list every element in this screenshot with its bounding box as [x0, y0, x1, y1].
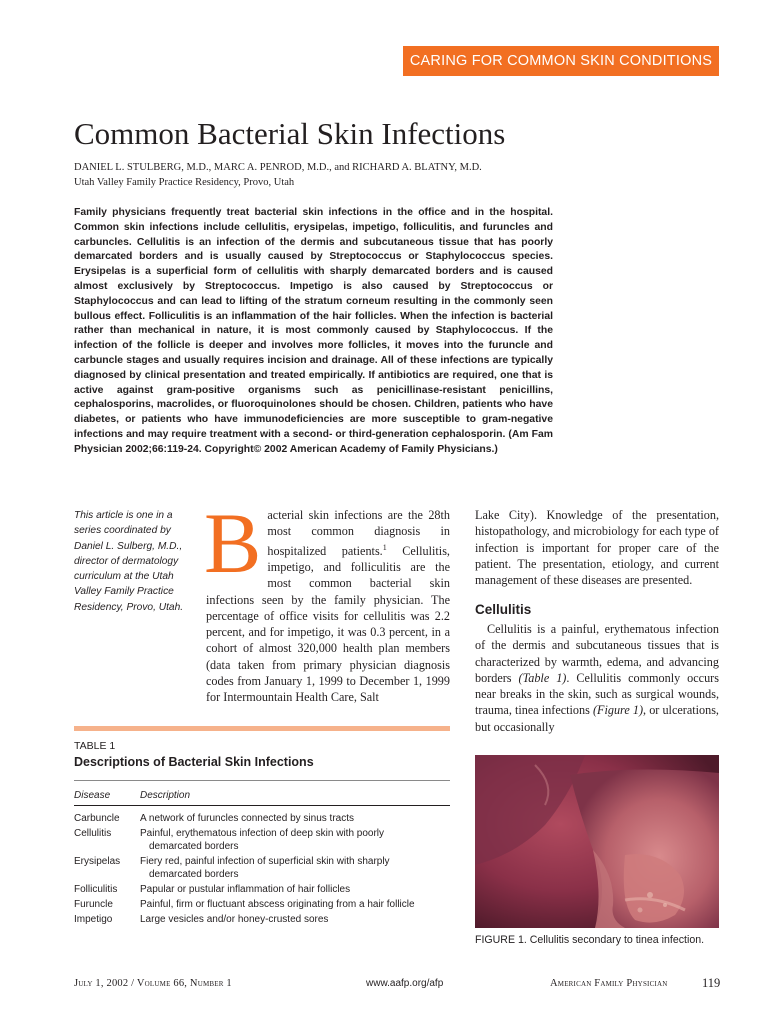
page-number: 119: [702, 976, 721, 990]
section-banner: CARING FOR COMMON SKIN CONDITIONS: [403, 46, 719, 76]
table-cell-description: [140, 812, 450, 825]
cellulitis-text-c: , or ulcerations, but occasionally: [475, 703, 719, 734]
footer-journal: American Family Physician: [550, 978, 668, 989]
table-cell-disease: Furuncle: [74, 899, 113, 910]
intro-continuation: Lake City). Knowledge of the presentation, histopathology, and microbiology for each type of infection is important for proper care of the patient. The presentation, etiology, and current management of these diseases are presented.: [475, 508, 719, 588]
figure-caption: FIGURE 1. Cellulitis secondary to tinea infection.: [475, 934, 705, 946]
table-top-rule: [74, 780, 450, 781]
table-cell-description: [140, 855, 450, 881]
table-number: TABLE 1: [74, 740, 116, 752]
drop-cap: B: [204, 495, 262, 591]
description-line: Painful, firm or fluctuant abscess originating from a hair follicle: [140, 899, 415, 910]
description-line: Large vesicles and/or honey-crusted sores: [140, 914, 329, 925]
table-cell-description: [140, 898, 450, 911]
article-title: Common Bacterial Skin Infections: [74, 116, 506, 151]
clinical-photo-illustration: [475, 755, 719, 928]
cellulitis-text-b: . Cellulitis commonly occurs near breaks in the skin, such as surgical wounds, trauma, tinea infections: [475, 670, 719, 718]
series-sidenote: This article is one in a series coordinated by Daniel L. Sulberg, M.D., director of dermatology curriculum at the Utah Valley Family Practice Residency, Provo, Utah.: [74, 510, 184, 613]
intro-text-b: Cellulitis, impetigo, and folliculitis are the most common bacterial skin infections seen by the family physician. The percentage of office visits for cellulitis was 2.2 percent, and for impetigo, it was 0.3 percent, in a cohort of almost 320,000 health plan members (data taken from primary physician diagnosis codes from January 1, 1999 to December 1, 1999 for Intermountain Health Care, Salt: [206, 543, 450, 705]
table-accent-bar: [74, 726, 450, 731]
description-line: demarcated borders: [149, 869, 239, 880]
cellulitis-photo: [475, 755, 719, 928]
table-cell-disease: Impetigo: [74, 914, 113, 925]
intro-text-a: acterial skin infections are the 28th most common diagnosis in hospitalized patients.: [267, 508, 450, 558]
table-cell-disease: Folliculitis: [74, 884, 118, 895]
description-line: Fiery red, painful infection of superficial skin with sharply: [140, 856, 390, 867]
table-cell-disease: Carbuncle: [74, 813, 120, 824]
table-header-description: Description: [140, 790, 191, 801]
table-header-disease: Disease: [74, 790, 111, 801]
affiliation: Utah Valley Family Practice Residency, Provo, Utah: [74, 177, 295, 188]
footer-issue: July 1, 2002 / Volume 66, Number 1: [74, 978, 232, 989]
abstract: Family physicians frequently treat bacterial skin infections in the office and in the hospital. Common skin infections include cellulitis, erysipelas, impetigo, folliculitis, and furuncles and carbuncles. Cellulitis is an infection of the dermis and subcutaneous tissue that has poorly demarcated borders and is usually caused by Streptococcus or Staphylococcus species. Erysipelas is a superficial form of cellulitis with sharply demarcated borders and is caused almost exclusively by Streptococcus. Impetigo is also caused by Streptococcus or Staphylococcus and can lead to lifting of the stratum corneum resulting in the commonly seen bullous effect. Folliculitis is an inflammation of the hair follicles. When the infection is bacterial rather than mechanical in nature, it is most commonly caused by Staphylococcus. If the infection of the follicle is deeper and involves more follicles, it moves into the furuncle and carbuncle stages and usually requires incision and drainage. All of these infections are typically diagnosed by clinical presentation and treated empirically. If antibiotics are required, one that is active against gram-positive organisms such as penicillinase-resistant penicillins, cephalosporins, macrolides, or fluoroquinolones should be chosen. Children, patients who have diabetes, or patients who have immunodeficiencies are more susceptible to gram-negative infections and may require treatment with a second- or third-generation cephalosporin. (Am Fam Physician 2002;66:119-24. Copyright© 2002 American Academy of Family Physicians.): [74, 207, 553, 455]
footer-url[interactable]: www.aafp.org/afp: [366, 978, 444, 989]
table-header-rule: [74, 805, 450, 806]
description-line: demarcated borders: [149, 841, 239, 852]
figure-reference-link[interactable]: (Figure 1): [592, 703, 644, 718]
table-cell-description: [140, 883, 450, 896]
description-line: A network of furuncles connected by sinus tracts: [140, 813, 354, 824]
author-list: DANIEL L. STULBERG, M.D., MARC A. PENROD, M.D., and RICHARD A. BLATNY, M.D.: [74, 162, 482, 173]
table-reference-link[interactable]: (Table 1): [518, 670, 567, 685]
cellulitis-paragraph: [475, 621, 719, 735]
table-cell-description: [140, 913, 450, 926]
reference-marker: 1: [382, 542, 387, 552]
table-cell-description: [140, 827, 450, 853]
description-line: Papular or pustular inflammation of hair follicles: [140, 884, 351, 895]
cellulitis-text-a: Cellulitis is a painful, erythematous infection of the dermis and subcutaneous tissues that is characterized by warmth, edema, and advancing borders: [475, 622, 719, 685]
description-line: Painful, erythematous infection of deep skin with poorly: [140, 828, 385, 839]
section-heading-cellulitis: Cellulitis: [475, 602, 532, 617]
table-cell-disease: Erysipelas: [74, 856, 121, 867]
intro-column: [204, 495, 450, 706]
table-title: Descriptions of Bacterial Skin Infections: [74, 755, 314, 769]
table-cell-disease: Cellulitis: [74, 828, 112, 839]
